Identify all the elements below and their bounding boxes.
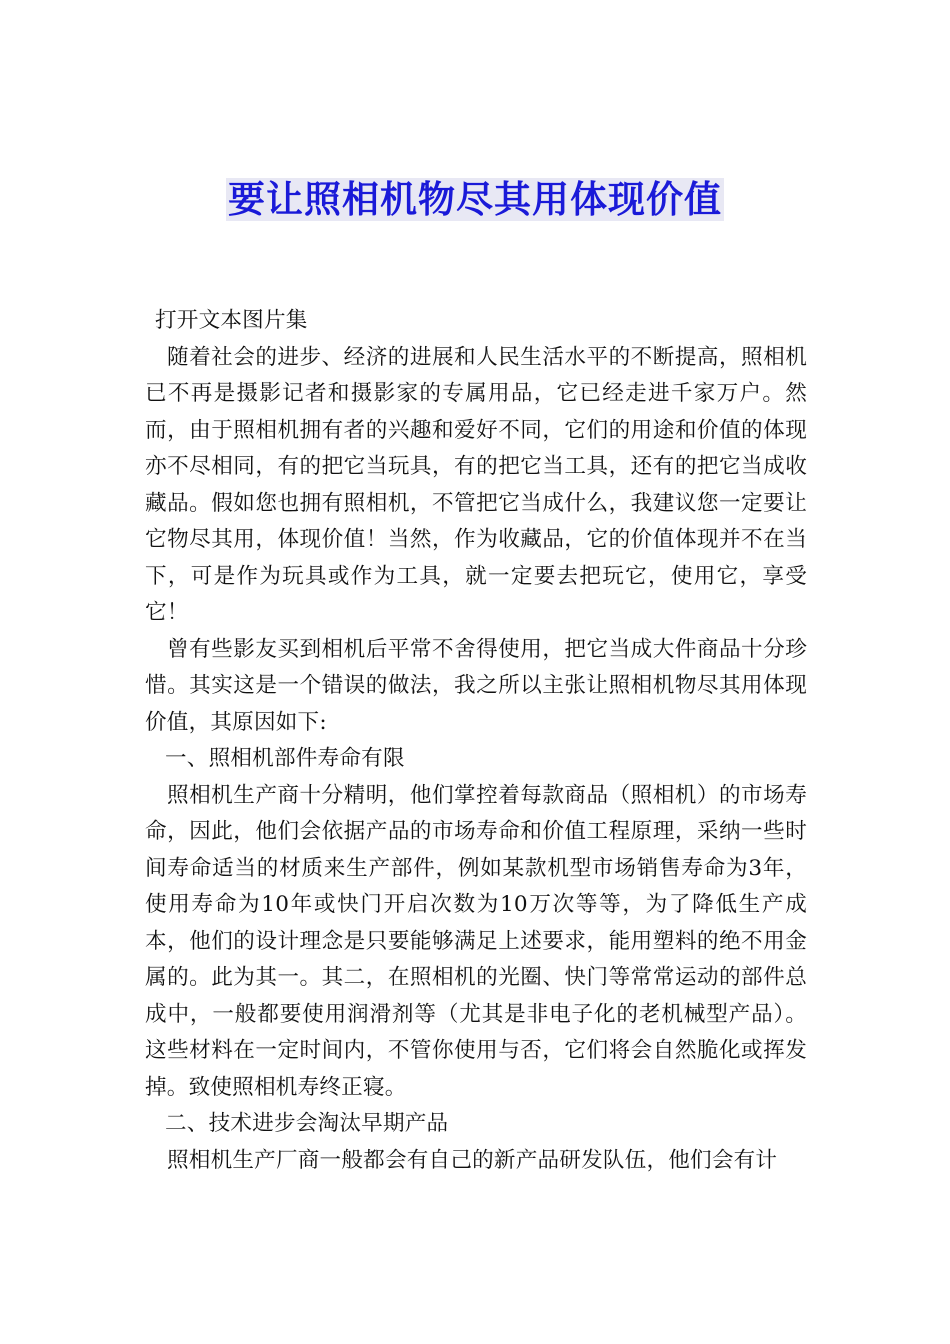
section-heading-1: 一、照相机部件寿命有限 [165,746,405,771]
paragraph-intro: 随着社会的进步、经济的进展和人民生活水平的不断提高，照相机已不再是摄影记者和摄影家的专属用品，它已经走进千家万户。然而，由于照相机拥有者的兴趣和爱好不同，它们的用途和价值的体现亦不尽相同，有的把它当玩具，有的把它当工具，还有的把它当成收藏品。假如您也拥有照相机，不管把它当成什么，我建议您一定要让它物尽其用，体现价值！当然，作为收藏品，它的价值体现并不在当下，可是作为玩具或作为工具，就一定要去把玩它，使用它，享受它！ [145,344,807,625]
document-title-text: 要让照相机物尽其用体现价值 [228,178,722,221]
section-heading-2: 二、技术进步会淘汰早期产品 [165,1111,449,1136]
paragraph-section-1: 照相机生产商十分精明，他们掌控着每款商品（照相机）的市场寿命，因此，他们会依据产品的市场寿命和价值工程原理，采纳一些时间寿命适当的材质来生产部件，例如某款机型市场销售寿命为3年，使用寿命为10年或快门开启次数为10万次等等，为了降低生产成本，他们的设计理念是只要能够满足上述要求，能用塑料的绝不用金属的。此为其一。其二，在照相机的光圈、快门等常常运动的部件总成中，一般都要使用润滑剂等（尤其是非电子化的老机械型产品）。这些材料在一定时间内，不管你使用与否，它们将会自然脆化或挥发掉。致使照相机寿终正寝。 [145,782,807,1100]
paragraph-image-set-link: 打开文本图片集 [155,308,308,333]
paragraph-section-2: 照相机生产厂商一般都会有自己的新产品研发队伍，他们会有计 [167,1147,778,1173]
paragraph-reason-intro: 曾有些影友买到相机后平常不舍得使用，把它当成大件商品十分珍惜。其实这是一个错误的做法，我之所以主张让照相机物尽其用体现价值，其原因如下: [145,636,807,735]
document-title [0,170,950,230]
document-body [145,303,807,1179]
